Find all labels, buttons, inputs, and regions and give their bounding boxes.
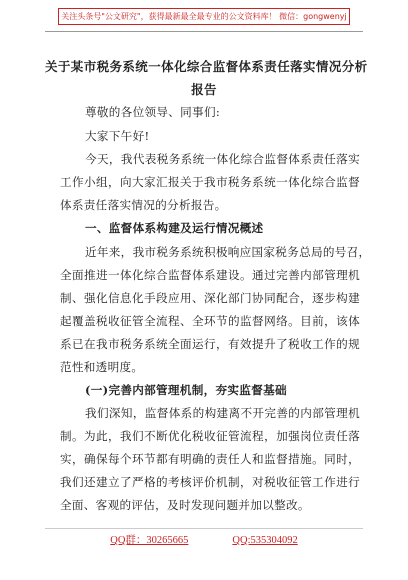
paragraph-line: 制。为此，我们不断优化税收征管流程，加强岗位责任落	[60, 429, 360, 443]
paragraph-line: 今天，我代表税务系统一体化综合监督体系责任落实	[85, 152, 360, 166]
section-heading: 一、监督体系构建及运行情况概述	[85, 221, 264, 235]
document-title-line-2: 报告	[191, 82, 217, 97]
document-title-line-1: 关于某市税务系统一体化综合监督体系责任落实情况分析	[45, 59, 368, 74]
paragraph-line: 体系责任落实情况的分析报告。	[60, 198, 227, 212]
paragraph-line: 工作小组，向大家汇报关于我市税务系统一体化综合监督	[60, 175, 360, 189]
paragraph-line: 系已在我市税务系统全面运行，有效提升了税收工作的规	[60, 337, 360, 351]
subsection-heading: (一)完善内部管理机制，夯实监督基础	[85, 383, 287, 397]
salutation: 尊敬的各位领导、同事们:	[85, 105, 221, 119]
header-divider	[45, 31, 363, 32]
footer-qq-number: QQ:535304092	[232, 535, 298, 546]
paragraph-line: 制、强化信息化手段应用、深化部门协同配合，逐步构建	[60, 291, 360, 305]
paragraph-line: 实，确保每个环节都有明确的责任人和监督措施。同时，	[60, 452, 360, 466]
header-banner: 关注头条号"公文研究"，获得最新最全最专业的公文资料库！ 微信：gongwenyj	[58, 8, 350, 25]
paragraph-line: 我们深知，监督体系的构建离不开完善的内部管理机	[85, 406, 360, 420]
paragraph-line: 近年来，我市税务系统积极响应国家税务总局的号召，	[85, 245, 371, 259]
footer-qq-group: QQ群：30265665	[110, 535, 189, 546]
greeting: 大家下午好!	[85, 129, 150, 143]
footer-divider	[45, 528, 363, 529]
paragraph-line: 范性和透明度。	[60, 360, 144, 374]
paragraph-line: 起覆盖税收征管全流程、全环节的监督网络。目前，该体	[60, 314, 360, 328]
paragraph-line: 我们还建立了严格的考核评价机制，对税收征管工作进行	[60, 475, 360, 489]
paragraph-line: 全面、客观的评估，及时发现问题并加以整改。	[60, 498, 310, 512]
paragraph-line: 全面推进一体化综合监督体系建设。通过完善内部管理机	[60, 268, 360, 282]
footer	[0, 534, 408, 548]
